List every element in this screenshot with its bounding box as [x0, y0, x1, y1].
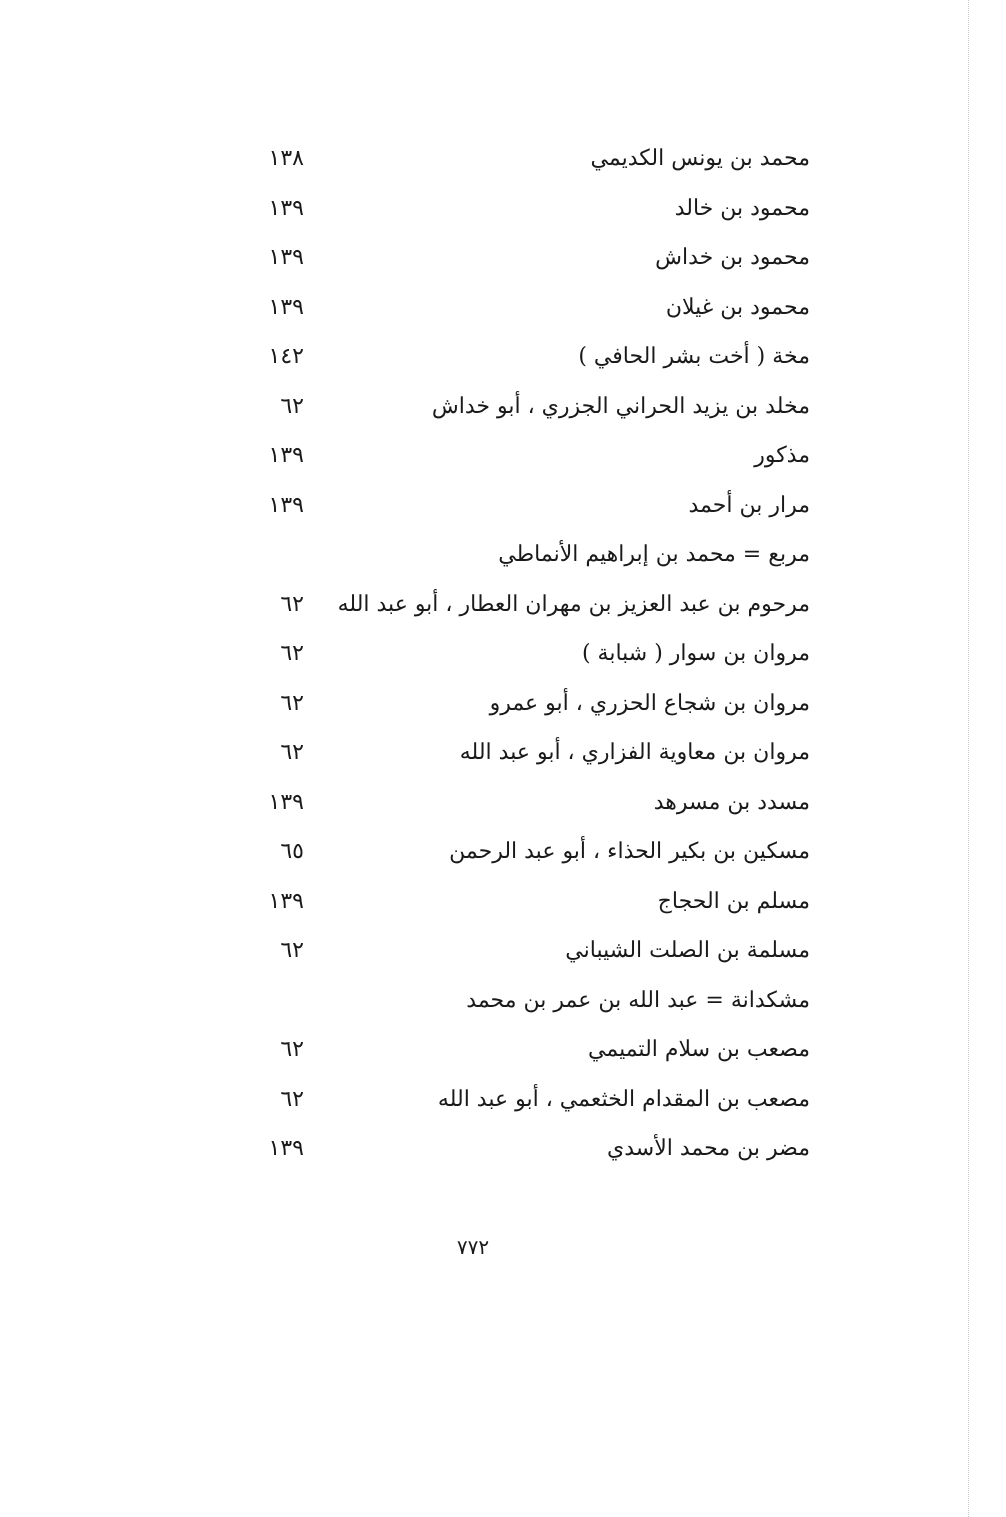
entry-name: مضر بن محمد الأسدي [607, 1136, 810, 1161]
entry-name: مصعب بن سلام التميمي [588, 1037, 810, 1062]
entry-name: مروان بن شجاع الحزري ، أبو عمرو [489, 690, 810, 716]
entry-page-ref: ١٣٩ [268, 294, 304, 320]
entry-name: مسلم بن الحجاج [657, 888, 810, 914]
entry-page-ref: ٦٢ [280, 591, 304, 617]
entry-page-ref: ٦٢ [280, 1037, 304, 1062]
index-entry [240, 978, 810, 1028]
entry-page-ref: ٦٢ [280, 1086, 304, 1112]
entry-name: محمود بن خداش [655, 245, 810, 270]
entry-name: محمود بن غيلان [665, 294, 810, 320]
index-entry [240, 1027, 810, 1077]
index-entry [240, 1077, 810, 1127]
entry-page-ref: ٦٥ [280, 839, 304, 864]
index-entry [240, 235, 810, 285]
entry-page-ref: ٦٢ [280, 740, 304, 765]
index-entry [240, 384, 810, 434]
entry-name: مخة ( أخت بشر الحافي ) [578, 344, 810, 369]
entry-name: مربع = محمد بن إبراهيم الأنماطي [498, 542, 810, 567]
entry-page-ref: ٦٢ [280, 690, 304, 716]
entry-name: محمود بن خالد [674, 195, 810, 221]
entry-name: مسكين بن بكير الحذاء ، أبو عبد الرحمن [449, 839, 810, 864]
page-edge-line [968, 0, 969, 1517]
index-entry [240, 136, 810, 186]
entry-page-ref: ٦٢ [280, 938, 304, 963]
entry-page-ref: ١٣٩ [268, 195, 304, 221]
index-entry [240, 582, 810, 632]
entry-page-ref: ٦٢ [280, 393, 304, 419]
index-entry [240, 285, 810, 335]
entry-page-ref: ١٣٩ [268, 888, 304, 914]
entry-name: مصعب بن المقدام الخثعمي ، أبو عبد الله [437, 1086, 810, 1112]
index-entry [240, 334, 810, 384]
entry-page-ref: ١٤٢ [268, 344, 304, 369]
index-entry [240, 186, 810, 236]
entry-name: مرار بن أحمد [688, 492, 810, 518]
entry-name: مسلمة بن الصلت الشيباني [565, 938, 810, 963]
entry-name: مسدد بن مسرهد [653, 789, 810, 815]
entry-name: مخلد بن يزيد الحراني الجزري ، أبو خداش [431, 393, 810, 419]
entry-page-ref: ١٣٩ [268, 443, 304, 468]
index-entry [240, 780, 810, 830]
index-entry [240, 928, 810, 978]
entry-page-ref: ١٣٩ [268, 492, 304, 518]
entry-name: مروان بن سوار ( شبابة ) [581, 641, 810, 666]
index-entry [240, 730, 810, 780]
index-entry [240, 879, 810, 929]
entry-name: مروان بن معاوية الفزاري ، أبو عبد الله [459, 740, 810, 765]
index-entry [240, 681, 810, 731]
entry-page-ref: ١٣٩ [268, 789, 304, 815]
entry-name: مذكور [754, 443, 810, 468]
entry-page-ref: ١٣٩ [268, 1136, 304, 1161]
entry-name: مرحوم بن عبد العزيز بن مهران العطار ، أبو عبد الله [337, 591, 810, 617]
index-entry [240, 1126, 810, 1176]
name-index-list [240, 136, 810, 1176]
index-entry [240, 829, 810, 879]
index-entry [240, 532, 810, 582]
entry-page-ref: ٦٢ [280, 641, 304, 666]
entry-page-ref: ١٣٩ [268, 245, 304, 270]
entry-name: مشكدانة = عبد الله بن عمر بن محمد [466, 987, 810, 1013]
index-entry [240, 433, 810, 483]
page-number: ٧٧٢ [456, 1235, 490, 1259]
entry-name: محمد بن يونس الكديمي [590, 146, 810, 171]
entry-page-ref: ١٣٨ [268, 146, 304, 171]
index-entry [240, 631, 810, 681]
index-entry [240, 483, 810, 533]
